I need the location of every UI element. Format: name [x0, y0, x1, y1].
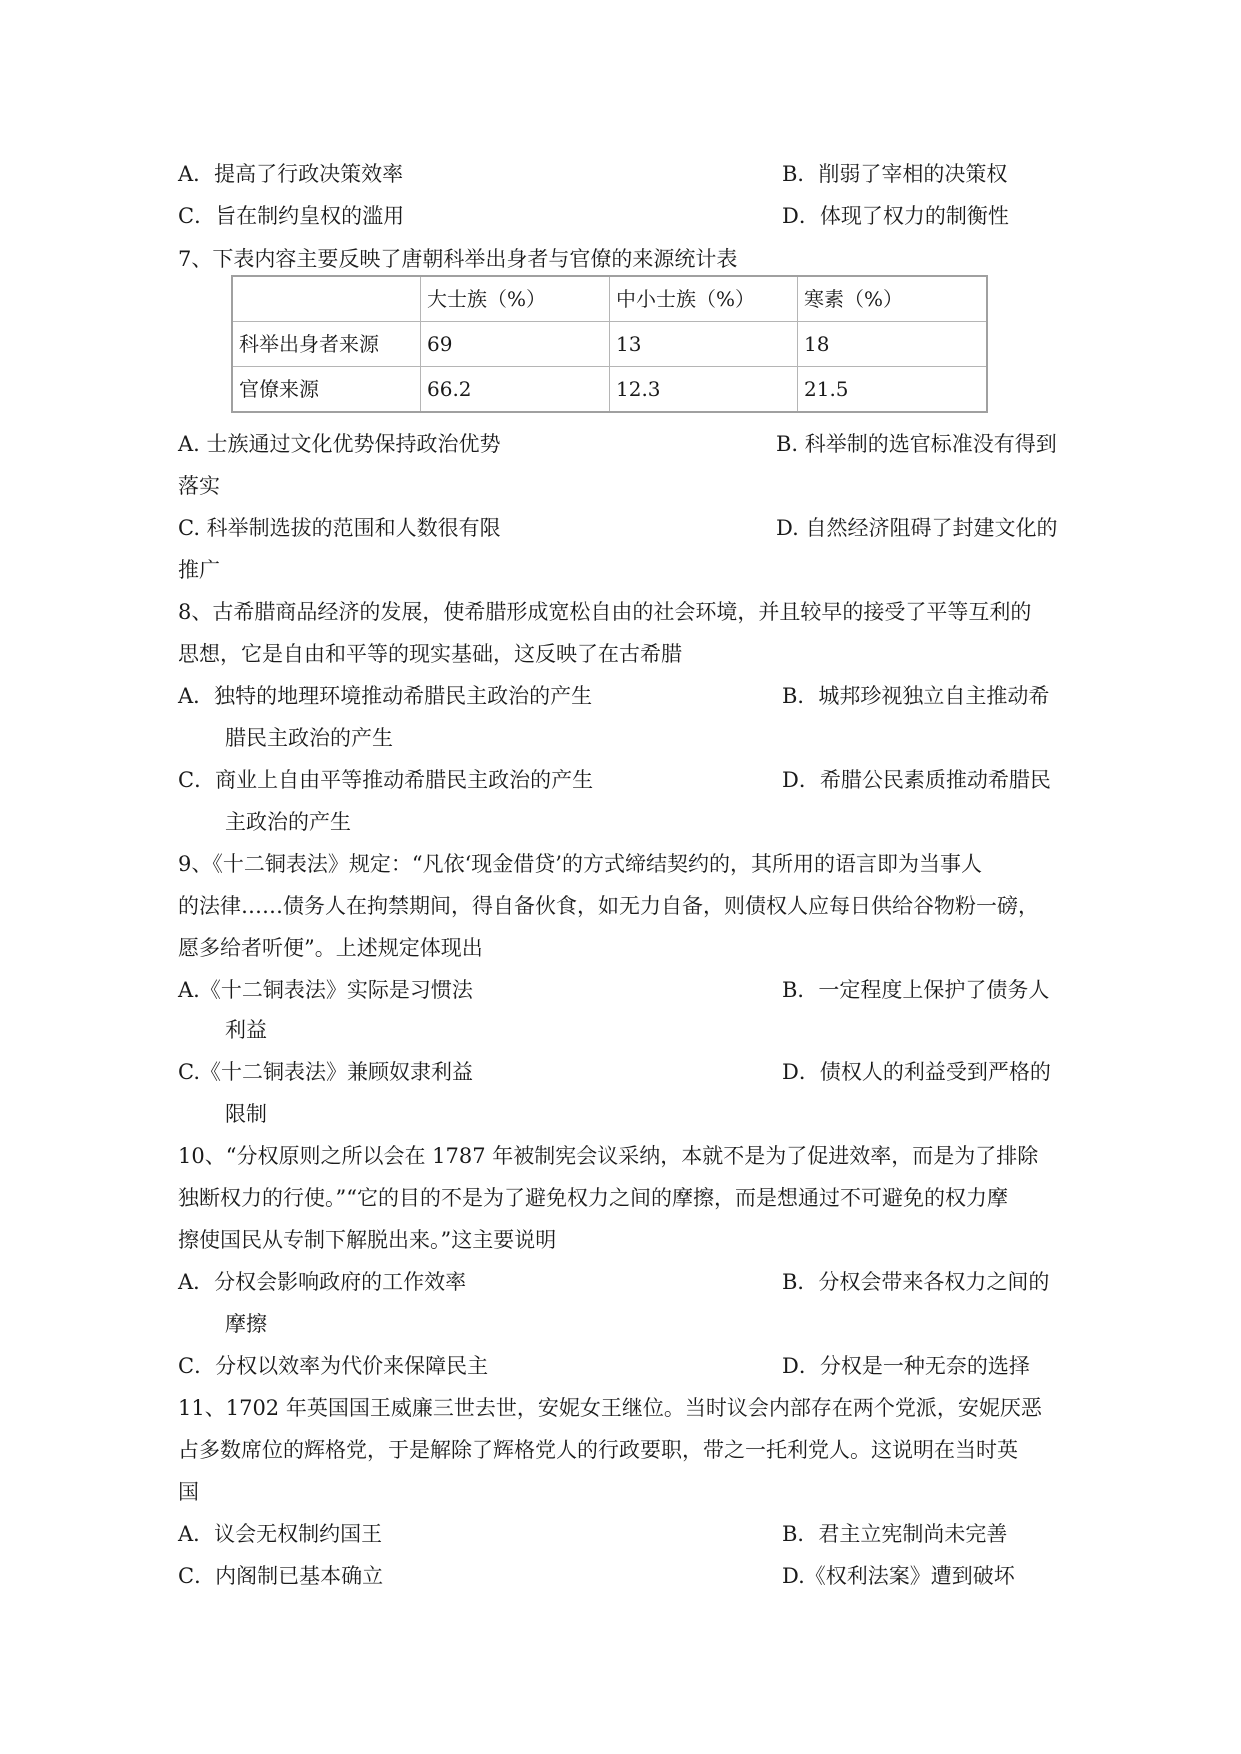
table-cell: 12.3 [610, 367, 798, 413]
q6-option-c: C．旨在制约皇权的滥用 [178, 204, 405, 228]
table-header-cell: 中小士族（%） [610, 276, 798, 322]
table-cell: 13 [610, 322, 798, 367]
table-cell: 21.5 [798, 367, 988, 413]
q10-option-a: A．分权会影响政府的工作效率 [178, 1270, 467, 1294]
q7-statistics-table [231, 275, 988, 413]
q10-stem-line-3: 擦使国民从专制下解脱出来。”这主要说明 [178, 1228, 557, 1252]
table-header-cell: 大士族（%） [421, 276, 610, 322]
q9-option-c: C.《十二铜表法》兼顾奴隶利益 [178, 1060, 473, 1084]
q8-option-b-continued: 腊民主政治的产生 [225, 726, 393, 750]
q8-option-d-continued: 主政治的产生 [225, 810, 351, 834]
q6-option-b: B．削弱了宰相的决策权 [782, 162, 1008, 186]
q9-option-a: A.《十二铜表法》实际是习惯法 [178, 978, 473, 1002]
q10-stem-line-2: 独断权力的行使。”“它的目的不是为了避免权力之间的摩擦，而是想通过不可避免的权力摩 [178, 1186, 1008, 1210]
q7-option-d-continued: 推广 [178, 558, 220, 582]
q8-stem-line-1: 8、古希腊商品经济的发展，使希腊形成宽松自由的社会环境，并且较早的接受了平等互利的 [178, 600, 1032, 624]
q6-option-a: A．提高了行政决策效率 [178, 162, 404, 186]
table-cell: 18 [798, 322, 988, 367]
q9-stem-line-2: 的法律……债务人在拘禁期间，得自备伙食，如无力自备，则债权人应每日供给谷物粉一磅， [178, 894, 1039, 918]
table-cell: 69 [421, 322, 610, 367]
q11-stem-line-3: 国 [178, 1480, 199, 1504]
q7-stem: 7、下表内容主要反映了唐朝科举出身者与官僚的来源统计表 [178, 247, 738, 271]
q9-option-d: D．债权人的利益受到严格的 [782, 1060, 1051, 1084]
q8-option-d: D．希腊公民素质推动希腊民 [782, 768, 1051, 792]
table-header-cell [232, 276, 421, 322]
q11-option-a: A．议会无权制约国王 [178, 1522, 383, 1546]
q9-option-b: B．一定程度上保护了债务人 [782, 978, 1050, 1002]
table-header-row [232, 276, 987, 322]
table-header-cell: 寒素（%） [798, 276, 988, 322]
q9-option-b-continued: 利益 [225, 1018, 267, 1042]
q7-option-c: C. 科举制选拔的范围和人数很有限 [178, 516, 501, 540]
q8-option-a: A．独特的地理环境推动希腊民主政治的产生 [178, 684, 593, 708]
table-cell: 科举出身者来源 [232, 322, 421, 367]
table-row [232, 322, 987, 367]
q10-option-b-continued: 摩擦 [225, 1312, 267, 1336]
q10-option-d: D．分权是一种无奈的选择 [782, 1354, 1030, 1378]
table-cell: 官僚来源 [232, 367, 421, 413]
q8-option-b: B．城邦珍视独立自主推动希 [782, 684, 1050, 708]
q11-option-b: B．君主立宪制尚未完善 [782, 1522, 1008, 1546]
q11-stem-line-1: 11、1702 年英国国王威廉三世去世，安妮女王继位。当时议会内部存在两个党派，安妮厌恶 [178, 1396, 1042, 1420]
q7-option-a: A. 士族通过文化优势保持政治优势 [178, 432, 501, 456]
table-row [232, 367, 987, 413]
q9-stem-line-3: 愿多给者听便”。上述规定体现出 [178, 936, 483, 960]
table-cell: 66.2 [421, 367, 610, 413]
q8-option-c: C．商业上自由平等推动希腊民主政治的产生 [178, 768, 594, 792]
q10-stem-line-1: 10、“分权原则之所以会在 1787 年被制宪会议采纳，本就不是为了促进效率，而是为了排除 [178, 1144, 1039, 1168]
q9-option-d-continued: 限制 [225, 1102, 267, 1126]
q7-option-b-continued: 落实 [178, 474, 220, 498]
q7-option-d: D. 自然经济阻碍了封建文化的 [776, 516, 1058, 540]
q11-stem-line-2: 占多数席位的辉格党，于是解除了辉格党人的行政要职，带之一托利党人。这说明在当时英 [178, 1438, 1018, 1462]
q6-option-d: D．体现了权力的制衡性 [782, 204, 1009, 228]
q10-option-c: C．分权以效率为代价来保障民主 [178, 1354, 489, 1378]
q11-option-c: C．内阁制已基本确立 [178, 1564, 384, 1588]
q10-option-b: B．分权会带来各权力之间的 [782, 1270, 1050, 1294]
q7-option-b: B. 科举制的选官标准没有得到 [776, 432, 1057, 456]
q8-stem-line-2: 思想，它是自由和平等的现实基础，这反映了在古希腊 [178, 642, 682, 666]
q11-option-d: D.《权利法案》遭到破坏 [782, 1564, 1015, 1588]
q9-stem-line-1: 9、《十二铜表法》规定：“凡依‘现金借贷’的方式缔结契约的，其所用的语言即为当事人 [178, 852, 982, 876]
